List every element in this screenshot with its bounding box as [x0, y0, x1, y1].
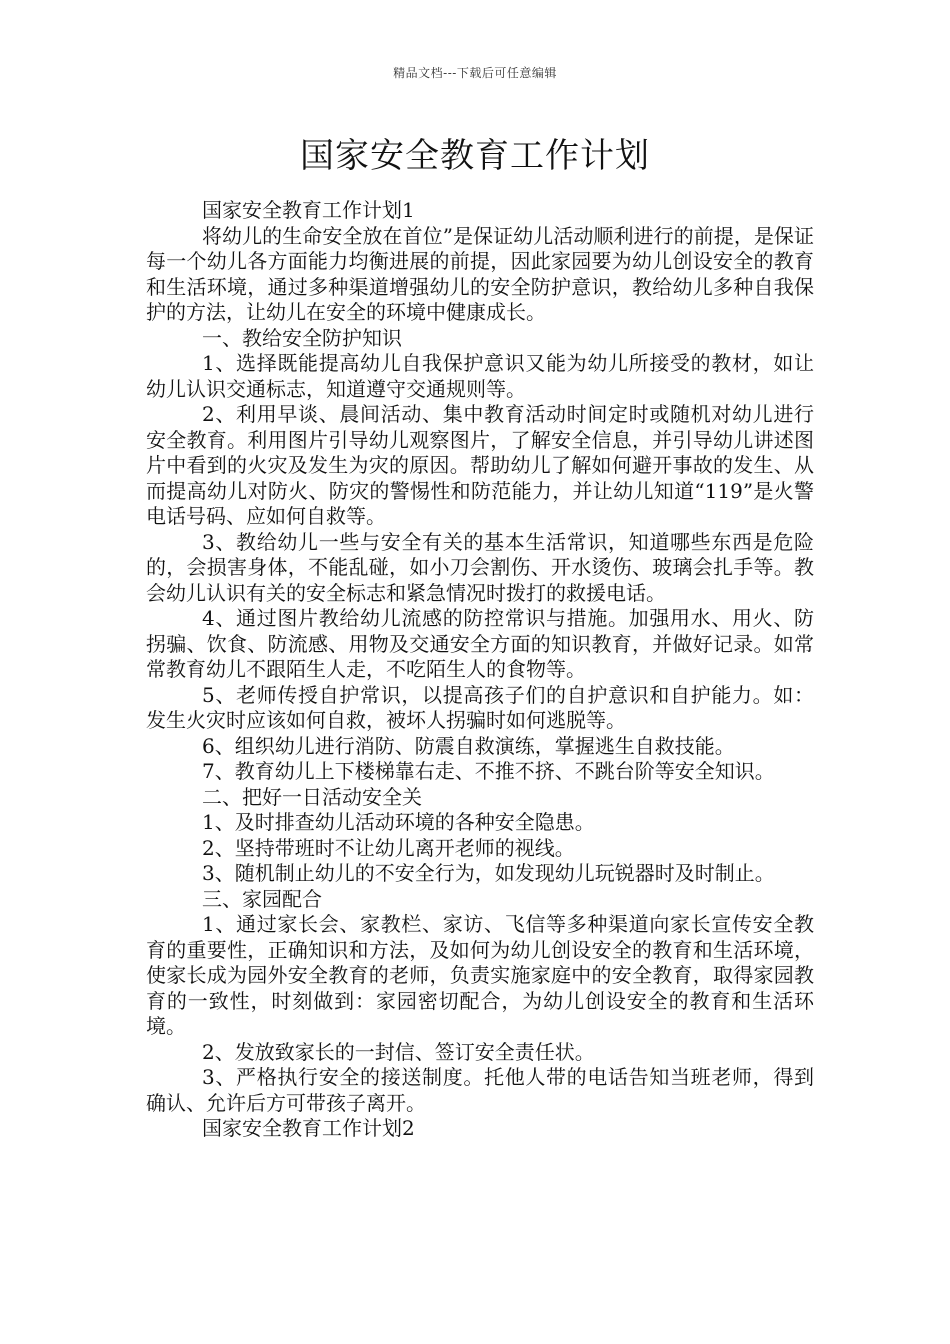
- body-paragraph: 1、选择既能提高幼儿自我保护意识又能为幼儿所接受的教材，如让幼儿认识交通标志，知道遵守交通规则等。: [146, 351, 814, 401]
- body-paragraph: 将幼儿的生命安全放在首位”是保证幼儿活动顺利进行的前提，是保证每一个幼儿各方面能力均衡进展的前提，因此家园要为幼儿创设安全的教育和生活环境，通过多种渠道增强幼儿的安全防护意识，教给幼儿多种自我保护的方法，让幼儿在安全的环境中健康成长。: [146, 223, 814, 324]
- document-title: 国家安全教育工作计划: [300, 136, 650, 176]
- section-heading: 一、教给安全防护知识: [202, 325, 402, 350]
- body-paragraph: 6、组织幼儿进行消防、防震自救演练，掌握逃生自救技能。: [202, 733, 735, 758]
- body-paragraph: 1、及时排查幼儿活动环境的各种安全隐患。: [202, 810, 595, 834]
- body-paragraph: 3、随机制止幼儿的不安全行为，如发现幼儿玩锐器时及时制止。: [202, 861, 775, 885]
- body-paragraph: 2、利用早谈、晨间活动、集中教育活动时间定时或随机对幼儿进行安全教育。利用图片引导幼儿观察图片，了解安全信息，并引导幼儿讲述图片中看到的火灾及发生为灾的原因。帮助幼儿了解如何避开事故的发生、从而提高幼儿对防火、防灾的警惕性和防范能力，并让幼儿知道“119”是火警电话号码、应如何自救等。: [146, 402, 814, 528]
- section-heading: 三、家园配合: [202, 886, 322, 911]
- body-paragraph: 3、严格执行安全的接送制度。托他人带的电话告知当班老师，得到确认、允许后方可带孩子离开。: [146, 1065, 814, 1115]
- section-heading: 国家安全教育工作计划2: [202, 1116, 415, 1140]
- header-note: 精品文档---下载后可任意编辑: [393, 66, 557, 80]
- body-paragraph: 2、发放致家长的一封信、签订安全责任状。: [202, 1039, 595, 1064]
- document-body: [146, 198, 814, 1142]
- body-paragraph: 7、教育幼儿上下楼梯靠右走、不推不挤、不跳台阶等安全知识。: [202, 759, 775, 783]
- body-paragraph: 4、通过图片教给幼儿流感的防控常识与措施。加强用水、用火、防拐骗、饮食、防流感、用物及交通安全方面的知识教育，并做好记录。如常常教育幼儿不跟陌生人走，不吃陌生人的食物等。: [146, 606, 814, 681]
- body-paragraph: 5、老师传授自护常识，以提高孩子们的自护意识和自护能力。如：发生火灾时应该如何自救，被坏人拐骗时如何逃脱等。: [146, 682, 814, 732]
- section-heading: 二、把好一日活动安全关: [202, 784, 422, 809]
- body-paragraph: 1、通过家长会、家教栏、家访、飞信等多种渠道向家长宣传安全教育的重要性，正确知识和方法，及如何为幼儿创设安全的教育和生活环境，使家长成为园外安全教育的老师，负责实施家庭中的安全教育，取得家园教育的一致性，时刻做到：家园密切配合，为幼儿创设安全的教育和生活环境。: [146, 912, 814, 1038]
- body-paragraph: 3、教给幼儿一些与安全有关的基本生活常识，知道哪些东西是危险的，会损害身体，不能乱碰，如小刀会割伤、开水烫伤、玻璃会扎手等。教会幼儿认识有关的安全标志和紧急情况时拨打的救援电话。: [146, 529, 814, 605]
- section-heading: 国家安全教育工作计划1: [202, 198, 415, 222]
- body-paragraph: 2、坚持带班时不让幼儿离开老师的视线。: [202, 835, 575, 860]
